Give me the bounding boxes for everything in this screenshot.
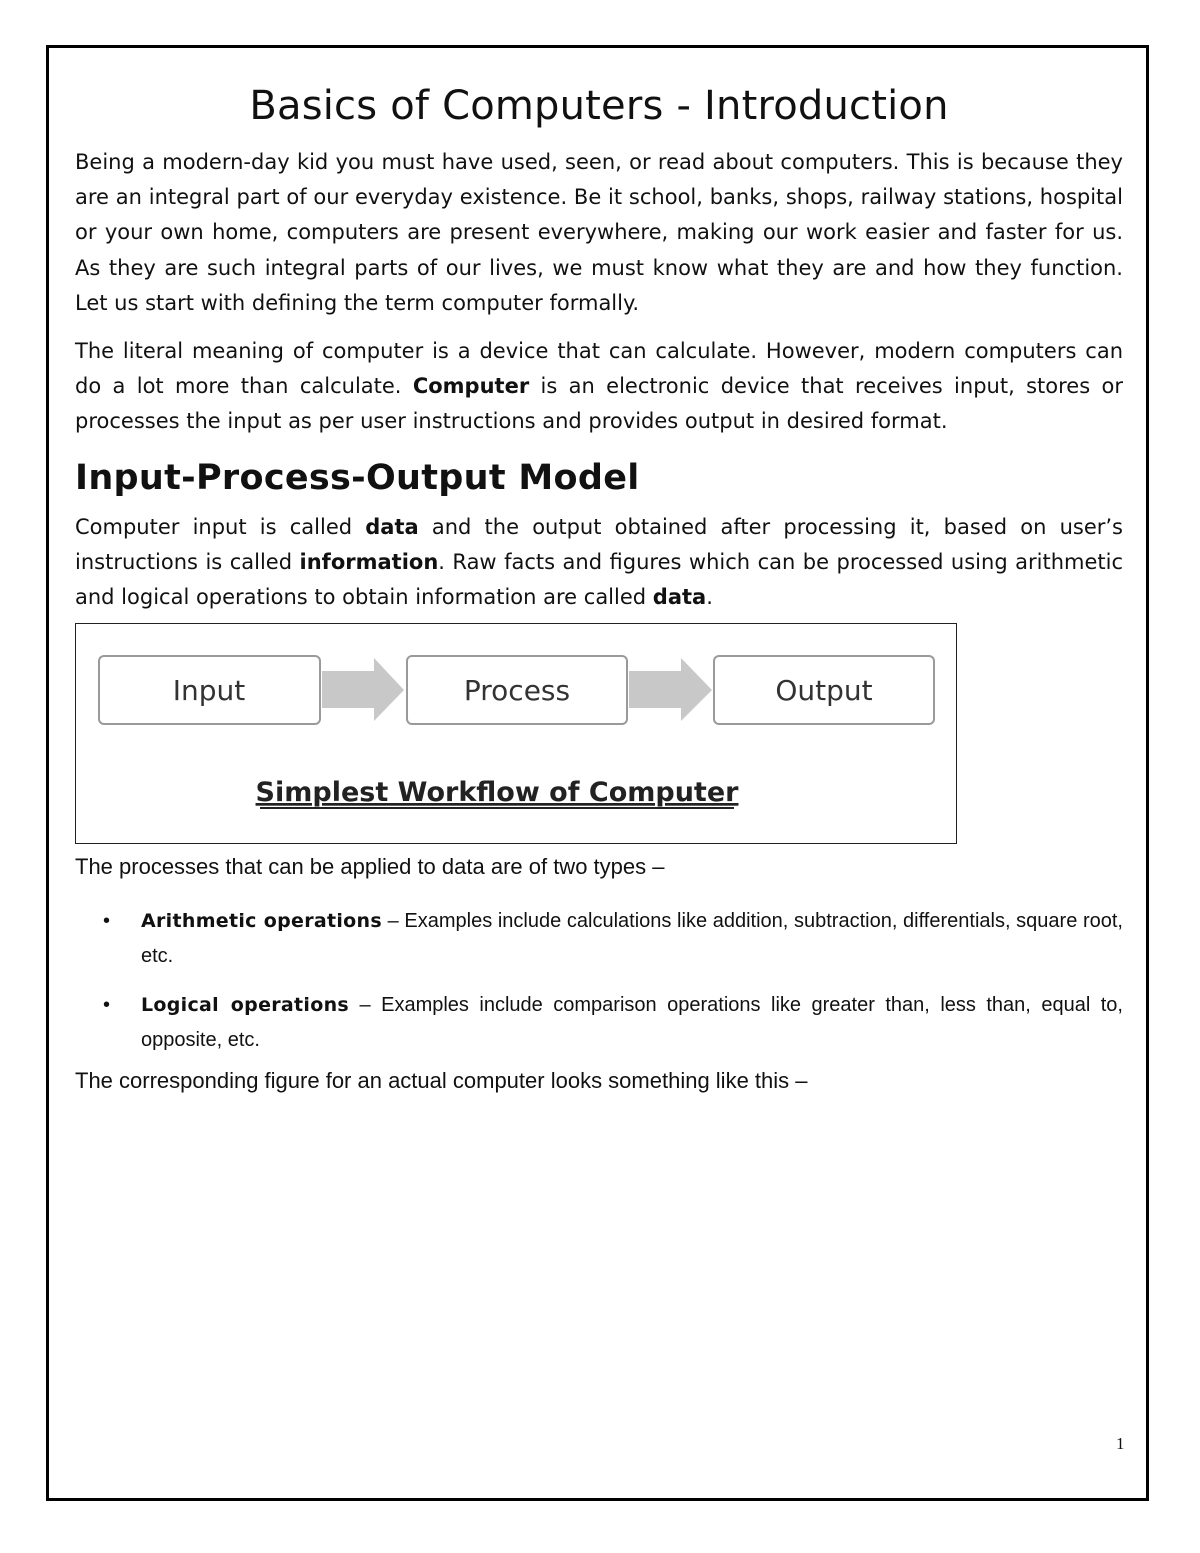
list-item-arithmetic (103, 904, 1123, 974)
ipo-text-1: Computer input is called (75, 514, 366, 539)
workflow-diagram (76, 624, 956, 843)
definition-paragraph (75, 334, 1123, 440)
label-input: Input (172, 674, 246, 708)
definition-text-after: is an electronic device that receives input, stores or processes the input as per user instructions and provides output in desired format. (75, 374, 1123, 434)
term-data-2: data (652, 585, 707, 610)
ipo-text-3: . Raw facts and figures which can be processed using arithmetic and logical operations to obtain information are called (75, 549, 1123, 610)
process-types-intro: The processes that can be applied to data are of two types – (75, 854, 665, 880)
term-information: information (299, 549, 439, 574)
label-output: Output (775, 674, 873, 708)
figure-caption: Simplest Workflow of Computer (255, 777, 739, 809)
operation-name: Logical operations (141, 994, 350, 1017)
label-process: Process (463, 674, 571, 708)
section-heading: Input-Process-Output Model (75, 457, 640, 498)
term-data: data (365, 514, 419, 539)
bullet: • (103, 910, 111, 933)
document-title: Basics of Computers - Introduction (249, 83, 949, 129)
page-content (75, 78, 1123, 1118)
ipo-text-4: . (706, 585, 713, 610)
intro-paragraph: Being a modern-day kid you must have used, seen, or read about computers. This is because they are an integral part of our everyday existence. Be it school, banks, shops, railway stations, hospital or your own home, computers are present everywhere, making our work easier and faster for us. As they are such integral parts of our lives, we must know what they are and how they function. Let us start with defining the term computer formally. (75, 150, 1123, 315)
arrow-input-to-process (322, 658, 404, 721)
ipo-text-2: and the output obtained after processing it, based on user’s instructions is called (75, 514, 1123, 574)
definition-text-before: The literal meaning of computer is a device that can calculate. However, modern computers can do a lot more than calculate. (75, 339, 1123, 399)
ipo-paragraph (75, 510, 1123, 616)
arrow-process-to-output (629, 658, 712, 721)
operation-name: Arithmetic operations (141, 910, 382, 933)
page-number: 1 (1116, 1434, 1125, 1453)
operations-list (75, 904, 1123, 1058)
closing-sentence: The corresponding figure for an actual computer looks something like this – (75, 1068, 808, 1094)
workflow-figure (75, 623, 957, 844)
operation-description: – Examples include comparison operations like greater than, less than, equal to, opposite, etc. (141, 994, 1123, 1052)
bullet: • (103, 994, 111, 1017)
list-item-logical (103, 988, 1123, 1058)
definition-term: Computer (412, 374, 530, 399)
operation-description: – Examples include calculations like addition, subtraction, differentials, square root, etc. (141, 910, 1123, 968)
